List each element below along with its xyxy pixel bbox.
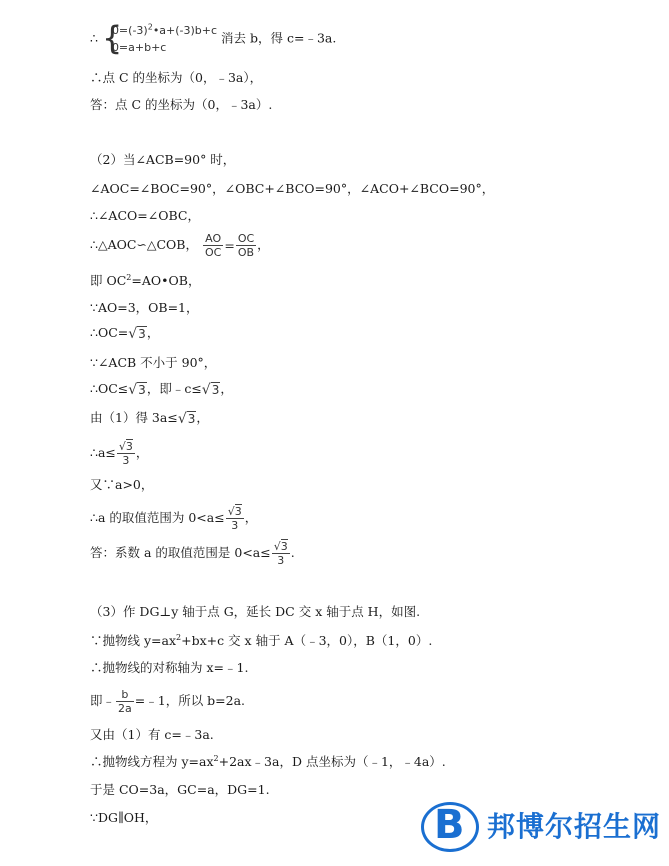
fraction-sqrt3-over-3: $\frac{√3}{3}$ xyxy=(118,440,133,467)
fraction-sqrt3-over-3: $\frac{√3}{3}$ xyxy=(227,505,242,532)
text-line-10: ∴OC=√3， xyxy=(90,325,160,342)
text-line-20: ∴抛物线的对称轴为 x=﹣1. xyxy=(90,660,249,675)
text-line-5: ∠AOC=∠BOC=90°，∠OBC+∠BCO=90°，∠ACO+∠BCO=90°， xyxy=(90,181,495,196)
text-line-11: ∵∠ACB 不小于 90°， xyxy=(90,355,217,370)
text-line-24: 于是 CO=3a，GC=a，DG=1. xyxy=(90,782,270,797)
equation-system-line xyxy=(90,19,337,57)
system-row-2: 0=a+b+c xyxy=(111,41,167,54)
text-line-15: 又∵a>0， xyxy=(90,477,154,492)
text-line-19: ∵抛物线 $y=ax^2+bx+c$ 交 x 轴于 A（﹣3，0），B（1，0）. xyxy=(90,632,433,648)
text-line-2: ∴点 C 的坐标为（0，﹣3a）， xyxy=(90,70,263,85)
text-line-12: ∴OC≤√3，即﹣c≤√3， xyxy=(90,381,233,398)
fraction-ao-oc: $\frac{AO}{OC}$ xyxy=(204,232,222,259)
sqrt-3: √3 xyxy=(177,410,196,427)
text-line-25: ∵DG∥OH， xyxy=(90,810,158,825)
sqrt-3: √3 xyxy=(128,325,146,342)
text-line-14: ∴a≤ $\frac{√3}{3}$ ， xyxy=(90,440,149,467)
fraction-oc-ob: $\frac{OC}{OB}$ xyxy=(237,232,255,259)
similar-triangles-line: ∴△AOC∽△COB， $\frac{AO}{OC}$ = $\frac{OC}{OB}$ ， xyxy=(90,232,270,259)
eliminate-text: 消去 b，得 c=﹣3a. xyxy=(221,30,337,46)
text-line-21: 即﹣ $\frac{b}{2a}$ =﹣1，所以 b=2a. xyxy=(90,688,246,715)
system-row-1: $0=(-3)^2•a+(-3)b+c$ xyxy=(111,22,218,37)
fraction-sqrt3-over-3: $\frac{√3}{3}$ xyxy=(273,540,288,567)
text-line-22: 又由（1）有 c=﹣3a. xyxy=(90,727,214,742)
logo-text: 邦博尔招生网 xyxy=(487,810,662,843)
therefore-symbol: ∴ xyxy=(90,30,98,46)
text-line-6: ∴∠ACO=∠OBC， xyxy=(90,208,200,223)
text-line-13: 由（1）得 3a≤√3， xyxy=(90,410,209,427)
logo-letter: B xyxy=(434,802,465,848)
site-logo xyxy=(421,800,661,856)
text-line-16: ∴a 的取值范围为 0<a≤ $\frac{√3}{3}$ ， xyxy=(90,505,258,532)
equation-system xyxy=(101,19,218,57)
text-line-4: （2）当∠ACB=90° 时， xyxy=(90,152,236,167)
text-line-23: ∴抛物线方程为 $y=ax^2+2ax﹣3a$，D 点坐标为（﹣1，﹣4a）. xyxy=(90,753,446,769)
text-line-9: ∵AO=3，OB=1， xyxy=(90,300,199,315)
text-line-18: （3）作 DG⊥y 轴于点 G，延长 DC 交 x 轴于点 H，如图. xyxy=(90,604,421,619)
text-line-3: 答：点 C 的坐标为（0，﹣3a）. xyxy=(90,97,273,112)
left-brace-icon: { xyxy=(101,19,123,57)
sqrt-3: √3 xyxy=(201,381,220,398)
fraction-b-over-2a: $\frac{b}{2a}$ xyxy=(118,688,132,715)
sqrt-3: √3 xyxy=(128,381,146,398)
text-line-17: 答：系数 a 的取值范围是 0<a≤ $\frac{√3}{3}$ . xyxy=(90,540,295,567)
text-line-8: 即 $OC^2=AO•OB$， xyxy=(90,272,201,288)
